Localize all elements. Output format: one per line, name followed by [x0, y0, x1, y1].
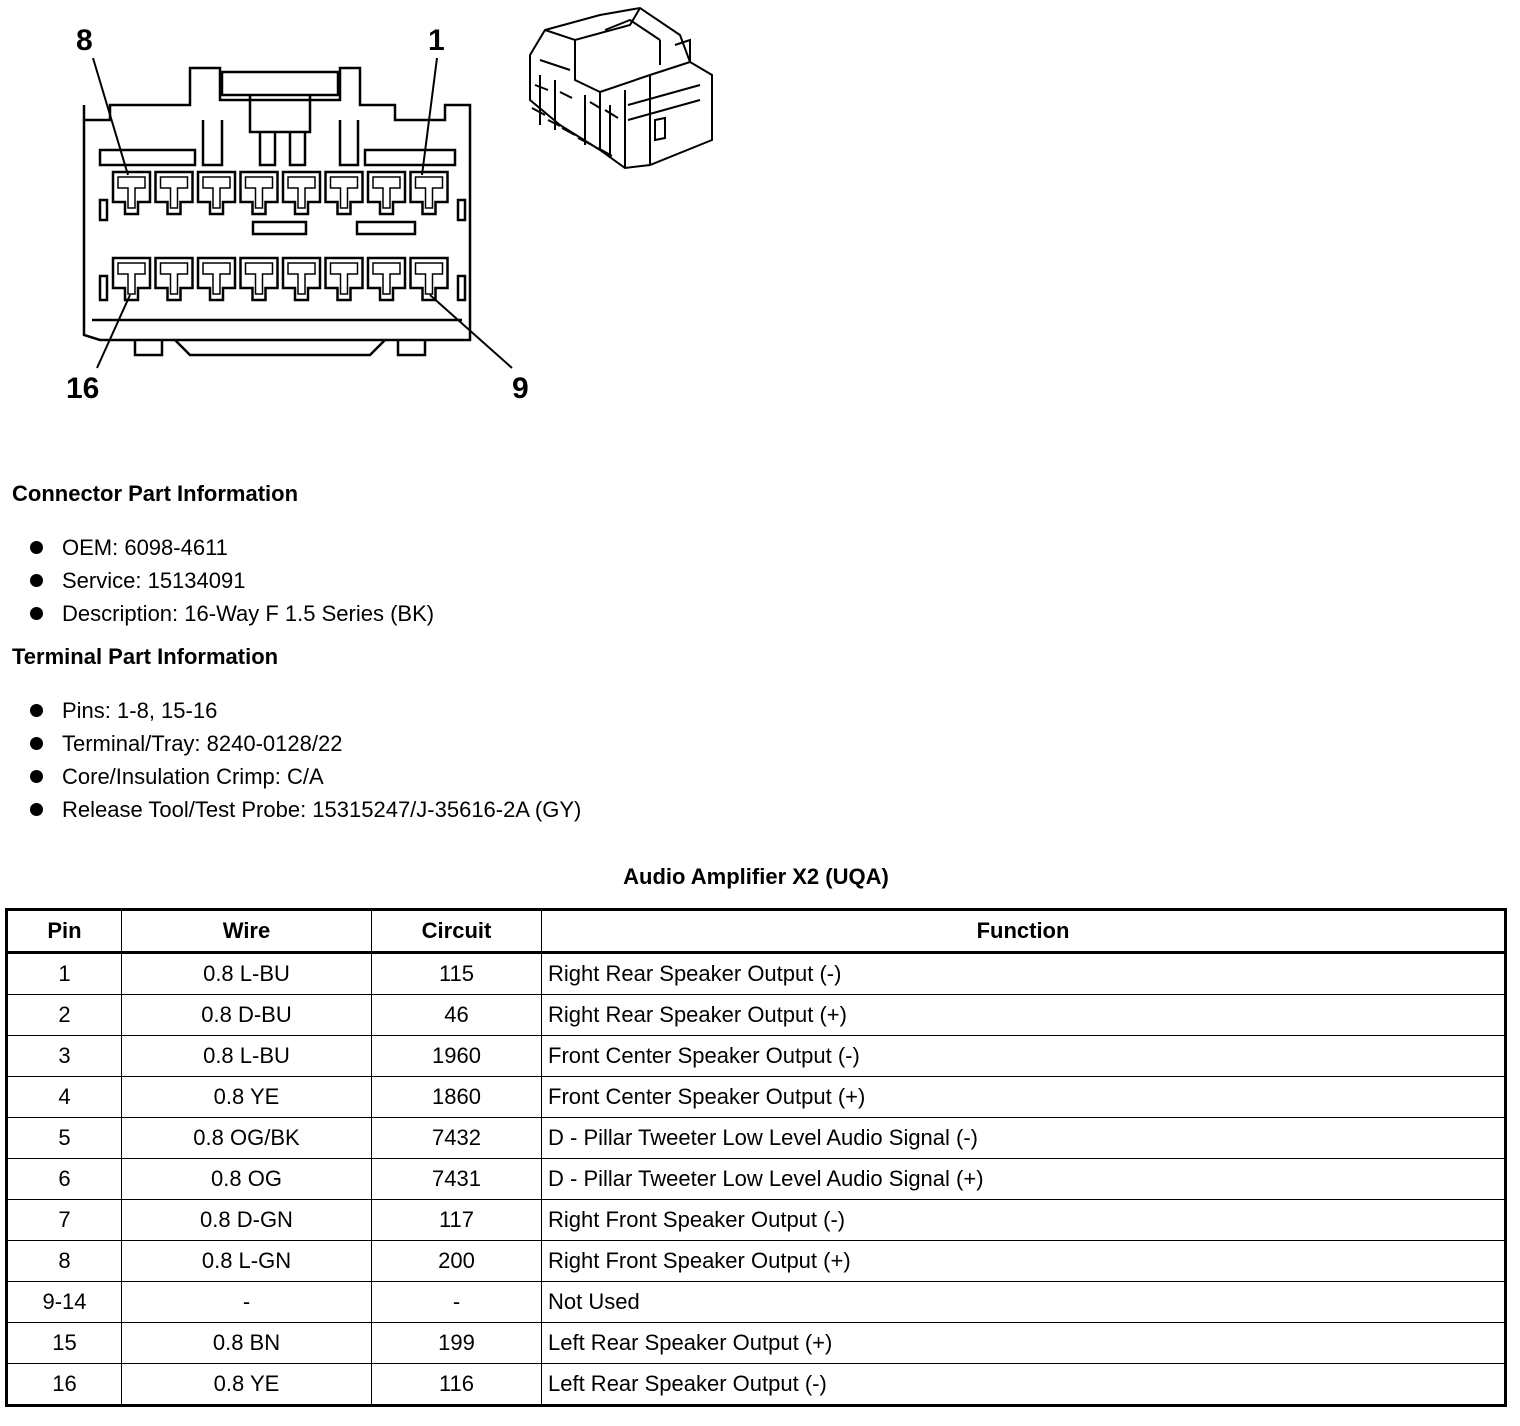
terminal-contact — [331, 177, 358, 208]
table-row — [7, 1159, 1506, 1200]
pin-cell: 15 — [7, 1323, 122, 1364]
pin-label-1: 1 — [428, 24, 445, 57]
pin-label-16: 16 — [66, 372, 100, 405]
terminal-contact — [373, 263, 400, 294]
pin-cell: 7 — [7, 1200, 122, 1241]
column-header-circuit: Circuit — [372, 910, 542, 953]
wire-cell: 0.8 L-BU — [122, 953, 372, 995]
terminal-contact — [288, 177, 315, 208]
terminal-contact — [203, 263, 230, 294]
terminal-contact — [161, 263, 188, 294]
connector-info-heading: Connector Part Information — [12, 481, 299, 506]
table-row — [7, 995, 1506, 1036]
bullet-icon — [30, 770, 43, 783]
function-cell: Left Rear Speaker Output (+) — [542, 1323, 1506, 1364]
list-item-text: Release Tool/Test Probe: 15315247/J-35616-2A (GY) — [62, 797, 582, 822]
table-row — [7, 1036, 1506, 1077]
circuit-cell: 1960 — [372, 1036, 542, 1077]
pin-label-9: 9 — [512, 372, 529, 405]
function-cell: D - Pillar Tweeter Low Level Audio Signal (-) — [542, 1118, 1506, 1159]
bullet-icon — [30, 803, 43, 816]
wire-cell: 0.8 D-BU — [122, 995, 372, 1036]
list-item — [28, 760, 581, 793]
table-row — [7, 1118, 1506, 1159]
function-cell: Right Rear Speaker Output (+) — [542, 995, 1506, 1036]
terminal-contact — [373, 177, 400, 208]
list-item — [28, 793, 581, 826]
list-item-text: Description: 16-Way F 1.5 Series (BK) — [62, 601, 435, 626]
table-title: Audio Amplifier X2 (UQA) — [623, 864, 889, 889]
circuit-cell: 7432 — [372, 1118, 542, 1159]
circuit-cell: 199 — [372, 1323, 542, 1364]
list-item-text: Core/Insulation Crimp: C/A — [62, 764, 324, 789]
column-header-pin: Pin — [7, 910, 122, 953]
wire-cell: 0.8 BN — [122, 1323, 372, 1364]
circuit-cell: 46 — [372, 995, 542, 1036]
list-item-text: Pins: 1-8, 15-16 — [62, 698, 218, 723]
terminal-contact — [331, 263, 358, 294]
bullet-icon — [30, 541, 43, 554]
terminal-contact — [118, 177, 145, 208]
connector-face-drawing — [84, 68, 470, 355]
terminal-contact — [161, 177, 188, 208]
wire-cell: 0.8 YE — [122, 1364, 372, 1406]
terminal-info-list — [28, 694, 581, 826]
wire-cell: 0.8 L-BU — [122, 1036, 372, 1077]
connector-isometric-illustration — [530, 8, 712, 168]
bullet-icon — [30, 704, 43, 717]
pin-function-table — [5, 908, 1507, 1407]
pin-cell: 9-14 — [7, 1282, 122, 1323]
bullet-icon — [30, 607, 43, 620]
function-cell: Front Center Speaker Output (-) — [542, 1036, 1506, 1077]
table-row — [7, 1077, 1506, 1118]
circuit-cell: 1860 — [372, 1077, 542, 1118]
function-cell: Not Used — [542, 1282, 1506, 1323]
terminal-contact — [416, 263, 443, 294]
table-row — [7, 1282, 1506, 1323]
terminal-cavities-top-row — [113, 172, 448, 214]
table-row — [7, 1241, 1506, 1282]
terminal-contact — [203, 177, 230, 208]
function-cell: D - Pillar Tweeter Low Level Audio Signal (+) — [542, 1159, 1506, 1200]
bullet-icon — [30, 574, 43, 587]
pin-cell: 1 — [7, 953, 122, 995]
list-item-text: OEM: 6098-4611 — [62, 535, 228, 560]
pin-cell: 6 — [7, 1159, 122, 1200]
circuit-cell: 115 — [372, 953, 542, 995]
table-header-row — [7, 910, 1506, 953]
wire-cell: 0.8 L-GN — [122, 1241, 372, 1282]
function-cell: Right Front Speaker Output (+) — [542, 1241, 1506, 1282]
pin-cell: 4 — [7, 1077, 122, 1118]
function-cell: Front Center Speaker Output (+) — [542, 1077, 1506, 1118]
pin-cell: 8 — [7, 1241, 122, 1282]
terminal-contact — [246, 177, 273, 208]
wire-cell: 0.8 YE — [122, 1077, 372, 1118]
wire-cell: 0.8 OG/BK — [122, 1118, 372, 1159]
list-item — [28, 564, 434, 597]
circuit-cell: 200 — [372, 1241, 542, 1282]
terminal-cavities-bottom-row — [113, 258, 448, 300]
circuit-cell: 116 — [372, 1364, 542, 1406]
list-item — [28, 694, 581, 727]
terminal-info-heading: Terminal Part Information — [12, 644, 279, 669]
pin-cell: 3 — [7, 1036, 122, 1077]
pin-cell: 16 — [7, 1364, 122, 1406]
table-row — [7, 1323, 1506, 1364]
table-row — [7, 953, 1506, 995]
connector-info-list — [28, 531, 434, 630]
terminal-contact — [288, 263, 315, 294]
list-item — [28, 727, 581, 760]
terminal-contact — [118, 263, 145, 294]
bullet-icon — [30, 737, 43, 750]
table-row — [7, 1364, 1506, 1406]
circuit-cell: 7431 — [372, 1159, 542, 1200]
function-cell: Left Rear Speaker Output (-) — [542, 1364, 1506, 1406]
list-item — [28, 597, 434, 630]
function-cell: Right Front Speaker Output (-) — [542, 1200, 1506, 1241]
column-header-wire: Wire — [122, 910, 372, 953]
table-row — [7, 1200, 1506, 1241]
column-header-function: Function — [542, 910, 1506, 953]
wire-cell: - — [122, 1282, 372, 1323]
circuit-cell: 117 — [372, 1200, 542, 1241]
terminal-contact — [246, 263, 273, 294]
pin-cell: 5 — [7, 1118, 122, 1159]
connector-diagram — [0, 0, 760, 430]
list-item-text: Service: 15134091 — [62, 568, 246, 593]
circuit-cell: - — [372, 1282, 542, 1323]
pin-label-8: 8 — [76, 24, 93, 57]
wire-cell: 0.8 OG — [122, 1159, 372, 1200]
terminal-contact — [416, 177, 443, 208]
wire-cell: 0.8 D-GN — [122, 1200, 372, 1241]
list-item — [28, 531, 434, 564]
pin-cell: 2 — [7, 995, 122, 1036]
function-cell: Right Rear Speaker Output (-) — [542, 953, 1506, 995]
list-item-text: Terminal/Tray: 8240-0128/22 — [62, 731, 343, 756]
